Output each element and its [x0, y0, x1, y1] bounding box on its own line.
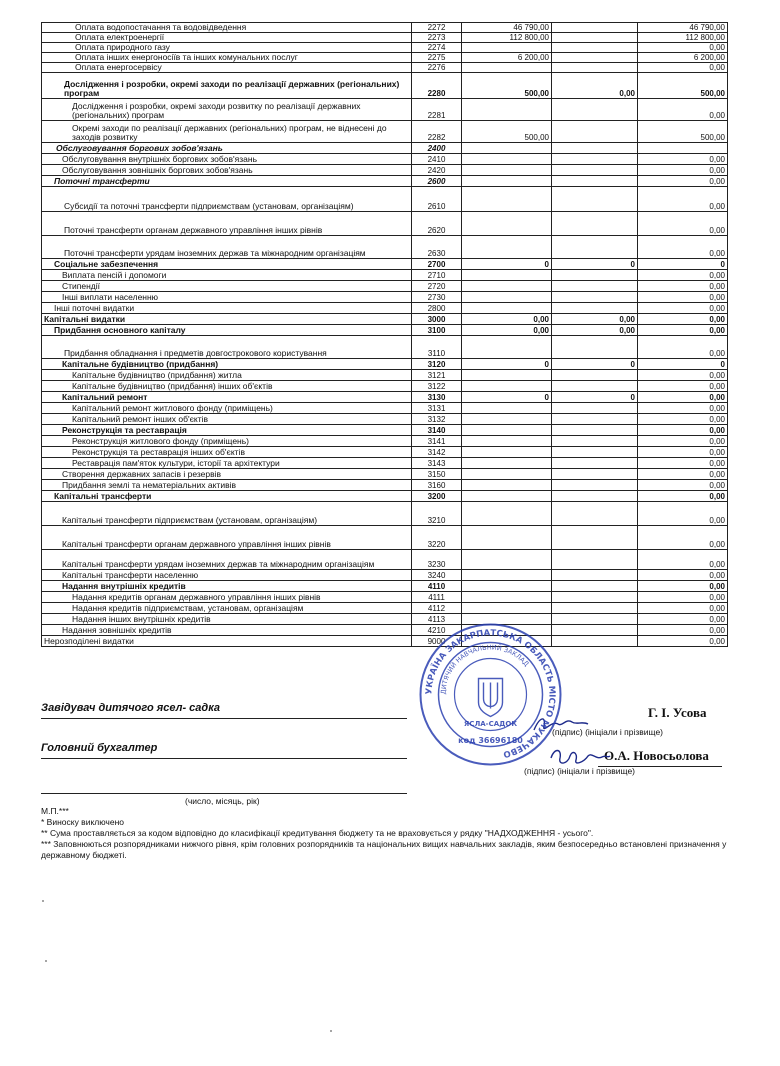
accountant-signature-line: [41, 758, 407, 759]
table-row: [42, 143, 728, 154]
table-row: [42, 502, 728, 526]
row-amount-total: 0,00: [638, 550, 728, 570]
row-code: 2610: [412, 187, 462, 212]
row-amount-general: 46 790,00: [462, 23, 552, 33]
table-row: [42, 303, 728, 314]
row-amount-special: [552, 550, 638, 570]
table-row: [42, 176, 728, 187]
row-amount-general: 500,00: [462, 73, 552, 99]
row-name: Капітальні трансферти урядам іноземних держав та міжнародним організаціям: [42, 550, 412, 570]
row-amount-total: 0,00: [638, 469, 728, 480]
row-code: 2410: [412, 154, 462, 165]
row-amount-general: [462, 458, 552, 469]
row-code: 3230: [412, 550, 462, 570]
row-code: 3121: [412, 370, 462, 381]
table-row: [42, 325, 728, 336]
table-row: [42, 359, 728, 370]
row-amount-special: [552, 592, 638, 603]
row-amount-general: [462, 270, 552, 281]
row-amount-total: 0,00: [638, 625, 728, 636]
row-code: 2720: [412, 281, 462, 292]
row-name: Реконструкція житлового фонду (приміщень): [42, 436, 412, 447]
row-code: 3240: [412, 570, 462, 581]
table-row: [42, 281, 728, 292]
row-amount-general: [462, 143, 552, 154]
accountant-name: О.А. Новосьолова: [604, 748, 709, 763]
row-code: 3220: [412, 526, 462, 550]
table-row: [42, 480, 728, 491]
row-amount-total: 500,00: [638, 73, 728, 99]
row-amount-special: [552, 570, 638, 581]
head-name: Г. І. Усова: [648, 705, 707, 720]
row-amount-special: [552, 614, 638, 625]
row-name: Придбання землі та нематеріальних активів: [42, 480, 412, 491]
mp-note: М.П.***: [41, 806, 69, 816]
row-amount-special: [552, 281, 638, 292]
row-amount-general: [462, 480, 552, 491]
row-name: Реконструкція та реставрація інших об'єктів: [42, 447, 412, 458]
row-name: Оплата природного газу: [42, 43, 412, 53]
row-amount-total: 0,00: [638, 614, 728, 625]
row-amount-general: [462, 187, 552, 212]
table-row: [42, 614, 728, 625]
row-code: 3160: [412, 480, 462, 491]
row-amount-total: 0,00: [638, 370, 728, 381]
row-name: Реконструкція та реставрація: [42, 425, 412, 436]
row-amount-general: [462, 526, 552, 550]
row-name: Надання кредитів підприємствам, установам, організаціям: [42, 603, 412, 614]
row-name: Капітальні видатки: [42, 314, 412, 325]
row-code: 3132: [412, 414, 462, 425]
scan-speck: [42, 900, 44, 902]
footnote-1: * Виноску виключено: [41, 817, 124, 827]
row-name: Створення державних запасів і резервів: [42, 469, 412, 480]
svg-text:код 36696180: код 36696180: [458, 736, 523, 745]
row-amount-special: [552, 176, 638, 187]
row-code: 3150: [412, 469, 462, 480]
table-row: [42, 581, 728, 592]
row-amount-total: 0,00: [638, 187, 728, 212]
row-amount-general: [462, 43, 552, 53]
row-amount-special: [552, 436, 638, 447]
footnote-3: *** Заповнюються розпорядниками нижчого рівня, крім головних розпорядників та національних вищих навчальних закладів, яким безпосередньо встановлені призначення у державному бюджеті.: [41, 839, 727, 860]
table-row: [42, 99, 728, 121]
row-name: Капітальні трансферти органам державного управління інших рівнів: [42, 526, 412, 550]
table-row: [42, 53, 728, 63]
row-amount-general: [462, 425, 552, 436]
table-row: [42, 625, 728, 636]
row-amount-special: [552, 292, 638, 303]
row-amount-total: 0,00: [638, 447, 728, 458]
row-name: Капітальне будівництво (придбання) житла: [42, 370, 412, 381]
row-amount-total: 0,00: [638, 325, 728, 336]
row-amount-total: 0,00: [638, 270, 728, 281]
row-code: 4111: [412, 592, 462, 603]
row-amount-total: 0,00: [638, 526, 728, 550]
row-amount-special: [552, 414, 638, 425]
accountant-signature-caption: (підпис) (ініціали і прізвище): [524, 766, 636, 776]
row-amount-total: 0,00: [638, 636, 728, 647]
row-amount-total: 6 200,00: [638, 53, 728, 63]
row-amount-special: [552, 165, 638, 176]
row-amount-special: [552, 121, 638, 143]
row-amount-total: 0,00: [638, 392, 728, 403]
head-position-label: Завідувач дитячого ясел- садка: [41, 702, 221, 714]
row-code: 3210: [412, 502, 462, 526]
row-code: 3110: [412, 336, 462, 359]
row-name: Соціальне забезпечення: [42, 259, 412, 270]
row-code: 3122: [412, 381, 462, 392]
row-name: Дослідження і розробки, окремі заходи по реалізації державних (регіональних) програм: [42, 73, 412, 99]
row-amount-special: 0,00: [552, 314, 638, 325]
row-amount-general: [462, 469, 552, 480]
row-amount-general: 0: [462, 259, 552, 270]
row-amount-general: [462, 99, 552, 121]
row-name: Капітальні трансферти: [42, 491, 412, 502]
row-name: Капітальний ремонт: [42, 392, 412, 403]
row-amount-general: [462, 381, 552, 392]
row-amount-total: 0,00: [638, 176, 728, 187]
row-code: 4110: [412, 581, 462, 592]
row-name: Поточні трансферти: [42, 176, 412, 187]
row-amount-total: 0,00: [638, 63, 728, 73]
row-amount-general: 0: [462, 392, 552, 403]
row-code: 2275: [412, 53, 462, 63]
row-amount-special: [552, 458, 638, 469]
footnote-2: ** Сума проставляється за кодом відповідно до класифікації кредитування бюджету та не враховується у рядку "НАДХОДЖЕННЯ - усього".: [41, 828, 594, 838]
row-amount-special: [552, 33, 638, 43]
row-amount-general: [462, 176, 552, 187]
row-amount-special: [552, 53, 638, 63]
row-name: Капітальний ремонт житлового фонду (приміщень): [42, 403, 412, 414]
row-name: Надання зовнішніх кредитів: [42, 625, 412, 636]
table-row: [42, 491, 728, 502]
table-row: [42, 187, 728, 212]
table-row: [42, 592, 728, 603]
row-code: 3142: [412, 447, 462, 458]
table-row: [42, 414, 728, 425]
date-line: [41, 793, 407, 794]
row-code: 3140: [412, 425, 462, 436]
table-row: [42, 370, 728, 381]
row-amount-total: 0,00: [638, 414, 728, 425]
row-amount-special: [552, 447, 638, 458]
row-amount-general: [462, 303, 552, 314]
table-row: [42, 381, 728, 392]
table-row: [42, 425, 728, 436]
row-amount-special: 0,00: [552, 325, 638, 336]
row-code: 2280: [412, 73, 462, 99]
row-amount-special: [552, 625, 638, 636]
table-row: [42, 121, 728, 143]
row-amount-general: 0,00: [462, 314, 552, 325]
row-amount-general: [462, 403, 552, 414]
row-amount-general: [462, 292, 552, 303]
table-row: [42, 165, 728, 176]
table-row: [42, 526, 728, 550]
table-row: [42, 33, 728, 43]
row-name: Капітальні трансферти підприємствам (установам, організаціям): [42, 502, 412, 526]
row-amount-total: 0,00: [638, 458, 728, 469]
table-row: [42, 550, 728, 570]
row-name: Надання кредитів органам державного управління інших рівнів: [42, 592, 412, 603]
row-amount-general: [462, 281, 552, 292]
row-name: Капітальний ремонт інших об'єктів: [42, 414, 412, 425]
row-name: Капітальне будівництво (придбання) інших об'єктів: [42, 381, 412, 392]
row-code: 3200: [412, 491, 462, 502]
row-amount-general: [462, 592, 552, 603]
row-amount-special: [552, 491, 638, 502]
table-row: [42, 469, 728, 480]
row-amount-general: [462, 370, 552, 381]
table-row: [42, 436, 728, 447]
row-amount-special: [552, 236, 638, 259]
row-amount-special: 0: [552, 259, 638, 270]
row-amount-special: [552, 526, 638, 550]
row-code: 3120: [412, 359, 462, 370]
row-amount-total: [638, 143, 728, 154]
row-name: Обслуговування боргових зобов'язань: [42, 143, 412, 154]
scan-speck: [45, 960, 47, 962]
row-amount-special: [552, 212, 638, 236]
row-name: Стипендії: [42, 281, 412, 292]
row-code: 2730: [412, 292, 462, 303]
row-name: Обслуговування внутрішніх боргових зобов'язань: [42, 154, 412, 165]
row-amount-special: 0: [552, 392, 638, 403]
row-code: 3000: [412, 314, 462, 325]
row-code: 3141: [412, 436, 462, 447]
row-amount-total: 0,00: [638, 502, 728, 526]
row-code: 2600: [412, 176, 462, 187]
row-amount-general: [462, 63, 552, 73]
row-amount-general: [462, 491, 552, 502]
row-amount-total: 0,00: [638, 480, 728, 491]
row-name: Окремі заходи по реалізації державних (регіональних) програм, не віднесені до заходів розвитку: [42, 121, 412, 143]
row-amount-general: 0: [462, 359, 552, 370]
row-amount-special: 0,00: [552, 73, 638, 99]
scan-speck: [330, 1030, 332, 1032]
row-amount-general: [462, 236, 552, 259]
row-amount-special: [552, 187, 638, 212]
row-code: 4210: [412, 625, 462, 636]
row-amount-general: 0,00: [462, 325, 552, 336]
row-code: 4113: [412, 614, 462, 625]
table-row: [42, 270, 728, 281]
row-amount-total: 0,00: [638, 425, 728, 436]
row-amount-special: [552, 270, 638, 281]
row-amount-total: 0,00: [638, 154, 728, 165]
row-amount-general: [462, 436, 552, 447]
row-code: 2400: [412, 143, 462, 154]
row-amount-total: 500,00: [638, 121, 728, 143]
row-name: Нерозподілені видатки: [42, 636, 412, 647]
row-amount-general: [462, 581, 552, 592]
row-name: Надання внутрішніх кредитів: [42, 581, 412, 592]
table-row: [42, 447, 728, 458]
table-row: [42, 63, 728, 73]
row-amount-general: [462, 447, 552, 458]
row-code: 2272: [412, 23, 462, 33]
row-code: 2281: [412, 99, 462, 121]
row-amount-total: 0,00: [638, 212, 728, 236]
row-code: 2800: [412, 303, 462, 314]
table-row: [42, 212, 728, 236]
row-amount-total: 0,00: [638, 303, 728, 314]
row-code: 2273: [412, 33, 462, 43]
table-row: [42, 570, 728, 581]
row-code: 2620: [412, 212, 462, 236]
row-amount-special: [552, 370, 638, 381]
row-amount-total: 0,00: [638, 314, 728, 325]
row-amount-total: 0,00: [638, 43, 728, 53]
row-amount-total: 0,00: [638, 592, 728, 603]
row-code: 4112: [412, 603, 462, 614]
row-name: Поточні трансферти урядам іноземних держав та міжнародним організаціям: [42, 236, 412, 259]
row-code: 2276: [412, 63, 462, 73]
row-amount-special: [552, 43, 638, 53]
row-amount-total: 0,00: [638, 336, 728, 359]
row-amount-general: [462, 154, 552, 165]
row-name: Надання інших внутрішніх кредитів: [42, 614, 412, 625]
row-code: 3100: [412, 325, 462, 336]
row-amount-special: [552, 636, 638, 647]
row-name: Оплата водопостачання та водовідведення: [42, 23, 412, 33]
row-code: 2700: [412, 259, 462, 270]
row-amount-total: 112 800,00: [638, 33, 728, 43]
date-caption: (число, місяць, рік): [185, 796, 260, 806]
row-amount-general: [462, 336, 552, 359]
row-amount-special: [552, 23, 638, 33]
row-amount-total: 0,00: [638, 603, 728, 614]
row-amount-general: 500,00: [462, 121, 552, 143]
row-amount-total: 46 790,00: [638, 23, 728, 33]
row-name: Придбання обладнання і предметів довгострокового користування: [42, 336, 412, 359]
table-row: [42, 392, 728, 403]
row-name: Капітальні трансферти населенню: [42, 570, 412, 581]
row-amount-general: [462, 165, 552, 176]
row-amount-total: 0,00: [638, 570, 728, 581]
head-signature-line: [41, 718, 407, 719]
table-row: [42, 259, 728, 270]
table-row: [42, 603, 728, 614]
row-name: Оплата електроенергії: [42, 33, 412, 43]
row-amount-special: [552, 303, 638, 314]
svg-text:ДИТЯЧИЙ НАВЧАЛЬНИЙ ЗАКЛАД: ДИТЯЧИЙ НАВЧАЛЬНИЙ ЗАКЛАД: [439, 643, 531, 695]
row-code: 2630: [412, 236, 462, 259]
table-row: [42, 314, 728, 325]
row-name: Субсидії та поточні трансферти підприємствам (установам, організаціям): [42, 187, 412, 212]
row-amount-total: 0,00: [638, 381, 728, 392]
row-amount-general: 6 200,00: [462, 53, 552, 63]
accountant-position-label: Головний бухгалтер: [41, 742, 158, 754]
row-code: 3130: [412, 392, 462, 403]
row-name: Дослідження і розробки, окремі заходи розвитку по реалізації державних (регіональних) програм: [42, 99, 412, 121]
row-code: 3143: [412, 458, 462, 469]
row-name: Поточні трансферти органам державного управління інших рівнів: [42, 212, 412, 236]
row-code: 2710: [412, 270, 462, 281]
row-name: Реставрація пам'яток культури, історії та архітектури: [42, 458, 412, 469]
row-amount-special: [552, 63, 638, 73]
table-row: [42, 636, 728, 647]
table-row: [42, 403, 728, 414]
row-amount-special: [552, 581, 638, 592]
row-amount-general: [462, 502, 552, 526]
svg-text:ЯСЛА-САДОК: ЯСЛА-САДОК: [463, 720, 518, 728]
official-round-stamp: [418, 622, 563, 767]
row-name: Оплата енергосервісу: [42, 63, 412, 73]
row-amount-general: [462, 414, 552, 425]
budget-expenditure-table: [41, 22, 728, 647]
row-code: 2282: [412, 121, 462, 143]
head-signature-caption: (підпис) (ініціали і прізвище): [552, 727, 664, 737]
row-amount-special: [552, 381, 638, 392]
row-amount-general: [462, 570, 552, 581]
row-code: 9000: [412, 636, 462, 647]
row-amount-special: [552, 99, 638, 121]
row-name: Інші поточні видатки: [42, 303, 412, 314]
row-amount-special: 0: [552, 359, 638, 370]
table-row: [42, 154, 728, 165]
table-row: [42, 23, 728, 33]
row-amount-total: 0,00: [638, 281, 728, 292]
row-amount-special: [552, 425, 638, 436]
row-code: 2420: [412, 165, 462, 176]
row-name: Капітальне будівництво (придбання): [42, 359, 412, 370]
table-row: [42, 43, 728, 53]
svg-text:УКРАЇНА ЗАКАРПАТСЬКА ОБЛАСТЬ: УКРАЇНА ЗАКАРПАТСЬКА ОБЛАСТЬ МІСТО МУКАЧЕВО: [424, 628, 557, 760]
row-amount-special: [552, 603, 638, 614]
row-amount-special: [552, 336, 638, 359]
row-amount-special: [552, 403, 638, 414]
row-amount-total: 0,00: [638, 581, 728, 592]
row-amount-total: 0,00: [638, 491, 728, 502]
row-amount-special: [552, 480, 638, 491]
table-row: [42, 336, 728, 359]
row-amount-total: 0,00: [638, 403, 728, 414]
table-row: [42, 73, 728, 99]
table-row: [42, 292, 728, 303]
table-row: [42, 236, 728, 259]
row-amount-special: [552, 502, 638, 526]
table-row: [42, 458, 728, 469]
row-amount-total: 0: [638, 359, 728, 370]
row-name: Виплата пенсій і допомоги: [42, 270, 412, 281]
row-amount-total: 0,00: [638, 99, 728, 121]
row-amount-general: [462, 603, 552, 614]
row-code: 3131: [412, 403, 462, 414]
row-amount-general: [462, 550, 552, 570]
row-code: 2274: [412, 43, 462, 53]
row-name: Інші виплати населенню: [42, 292, 412, 303]
row-name: Оплата інших енергоносіїв та інших комунальних послуг: [42, 53, 412, 63]
row-amount-special: [552, 154, 638, 165]
row-amount-general: 112 800,00: [462, 33, 552, 43]
row-amount-total: 0,00: [638, 165, 728, 176]
row-amount-total: 0,00: [638, 436, 728, 447]
row-amount-total: 0: [638, 259, 728, 270]
row-name: Обслуговування зовнішніх боргових зобов'язань: [42, 165, 412, 176]
row-amount-special: [552, 469, 638, 480]
row-amount-total: 0,00: [638, 292, 728, 303]
row-amount-special: [552, 143, 638, 154]
row-amount-general: [462, 212, 552, 236]
row-name: Придбання основного капіталу: [42, 325, 412, 336]
row-amount-total: 0,00: [638, 236, 728, 259]
